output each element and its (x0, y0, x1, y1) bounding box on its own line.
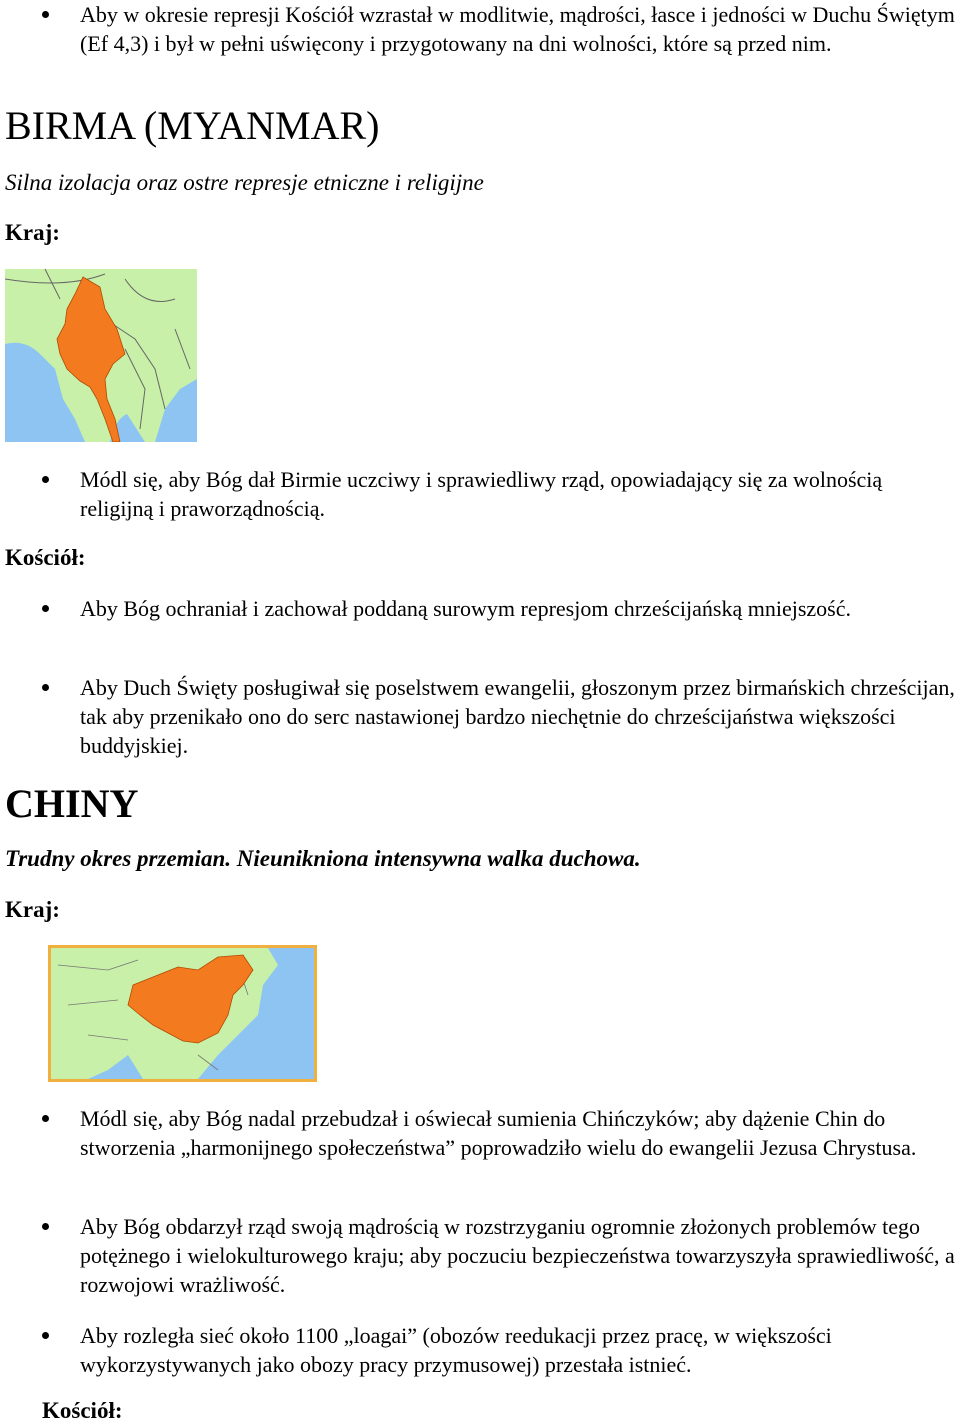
list-item (0, 1212, 960, 1299)
list-item (0, 465, 960, 523)
burma-country-label: Kraj: (5, 220, 60, 245)
burma-map (5, 269, 197, 442)
bullet-icon (42, 476, 49, 483)
list-item (0, 1321, 960, 1379)
bullet-text: Aby Bóg ochraniał i zachował poddaną surowym represjom chrześcijańską mniejszość. (80, 596, 851, 621)
burma-church-label: Kościół: (5, 545, 86, 570)
bullet-text: Aby rozległa sieć około 1100 „loagai” (obozów reedukacji przez pracę, w większości wykorzystywanych jako obozy pracy przymusowej) przestała istnieć. (80, 1323, 832, 1377)
china-title: CHINY (5, 781, 139, 826)
china-country-label: Kraj: (5, 897, 60, 922)
bullet-icon (42, 1115, 49, 1122)
china-map-graphic (48, 945, 317, 1082)
bullet-icon (42, 684, 49, 691)
bullet-icon (42, 1223, 49, 1230)
burma-subtitle: Silna izolacja oraz ostre represje etniczne i religijne (5, 170, 484, 195)
burma-church-bullets (0, 594, 960, 623)
intro-bullet-list (0, 0, 960, 58)
burma-church-bullets-2 (0, 673, 960, 760)
bullet-text: Módl się, aby Bóg nadal przebudzał i oświecał sumienia Chińczyków; aby dążenie Chin do stworzenia „harmonijnego społeczeństwa” poprowadziło wielu do ewangelii Jezusa Chrystusa. (80, 1106, 917, 1160)
bullet-text: Módl się, aby Bóg dał Birmie uczciwy i sprawiedliwy rząd, opowiadający się za wolnością religijną i praworządnością. (80, 467, 883, 521)
bullet-icon (42, 1332, 49, 1339)
china-map (48, 945, 317, 1082)
burma-title: BIRMA (MYANMAR) (5, 103, 380, 148)
china-country-bullets-3 (0, 1321, 960, 1379)
list-item (0, 1104, 960, 1162)
list-item (0, 673, 960, 760)
bullet-icon (42, 605, 49, 612)
list-item (0, 594, 960, 623)
burma-map-graphic (5, 269, 197, 442)
china-subtitle: Trudny okres przemian. Nieunikniona intensywna walka duchowa. (5, 846, 641, 871)
bullet-text: Aby Duch Święty posługiwał się poselstwem ewangelii, głoszonym przez birmańskich chrześcijan, tak aby przenikało ono do serc nastawionej bardzo niechętnie do chrześcijaństwa większości buddyjskiej. (80, 675, 955, 758)
list-item (0, 0, 960, 58)
china-country-bullets-2 (0, 1212, 960, 1299)
bullet-icon (42, 11, 49, 18)
bullet-text: Aby Bóg obdarzył rząd swoją mądrością w rozstrzyganiu ogromnie złożonych problemów tego potężnego i wielokulturowego kraju; aby poczuciu bezpieczeństwa towarzyszyła sprawiedliwość, a rozwojowi wrażliwość. (80, 1214, 955, 1297)
bullet-text: Aby w okresie represji Kościół wzrastał w modlitwie, mądrości, łasce i jedności w Duchu Świętym (Ef 4,3) i był w pełni uświęcony i przygotowany na dni wolności, które są przed nim. (80, 2, 955, 56)
china-country-bullets (0, 1104, 960, 1162)
china-church-label: Kościół: (42, 1398, 123, 1423)
burma-country-bullets (0, 465, 960, 523)
